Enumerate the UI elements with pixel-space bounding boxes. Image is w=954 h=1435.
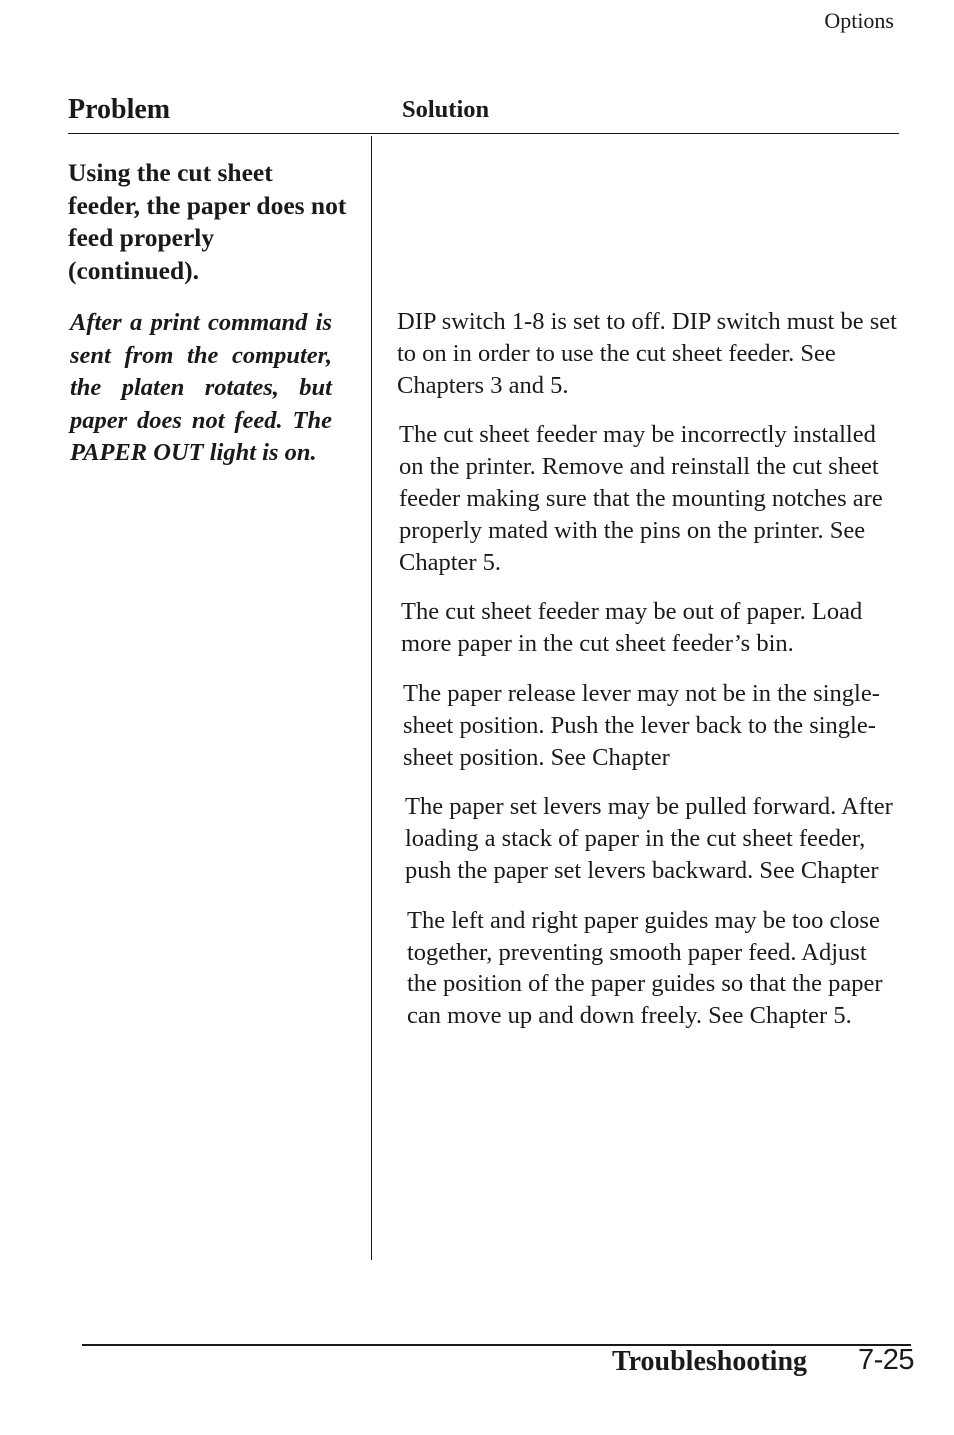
solutions-list [397, 306, 897, 1050]
problem-title: Using the cut sheet feeder, the paper does not feed properly (continued). [68, 158, 347, 285]
solution-item: The paper release lever may not be in the single-sheet position. Push the lever back to the single-sheet position. See Chapter [403, 679, 880, 771]
solution-column-header: Solution [402, 96, 490, 123]
footer-section-title: Troubleshooting [612, 1346, 808, 1377]
solution-item: The cut sheet feeder may be incorrectly installed on the printer. Remove and reinstall the cut sheet feeder making sure that the mounting notches are properly mated with the pins on the printer. See Chapter 5. [399, 421, 883, 576]
solution-item: The left and right paper guides may be too close together, preventing smooth paper feed. Adjust the position of the paper guides so that the paper can move up and down freely. See Chapter 5. [407, 906, 883, 1030]
column-divider [371, 136, 372, 1260]
solution-item: The cut sheet feeder may be out of paper. Load more paper in the cut sheet feeder’s bin. [401, 598, 863, 658]
problem-description: After a print command is sent from the computer, the platen rotates, but paper does not feed. The PAPER OUT light is on. [70, 309, 332, 466]
problem-column-header: Problem [68, 94, 171, 125]
solution-item: The paper set levers may be pulled forward. After loading a stack of paper in the cut sheet feeder, push the paper set levers backward. See Chapter [405, 793, 893, 884]
solution-item: DIP switch 1-8 is set to off. DIP switch must be set to on in order to use the cut sheet feeder. See Chapters 3 and 5. [397, 308, 897, 399]
page-number: 7-25 [858, 1344, 915, 1376]
header-rule [68, 133, 899, 134]
running-head: Options [824, 8, 894, 33]
